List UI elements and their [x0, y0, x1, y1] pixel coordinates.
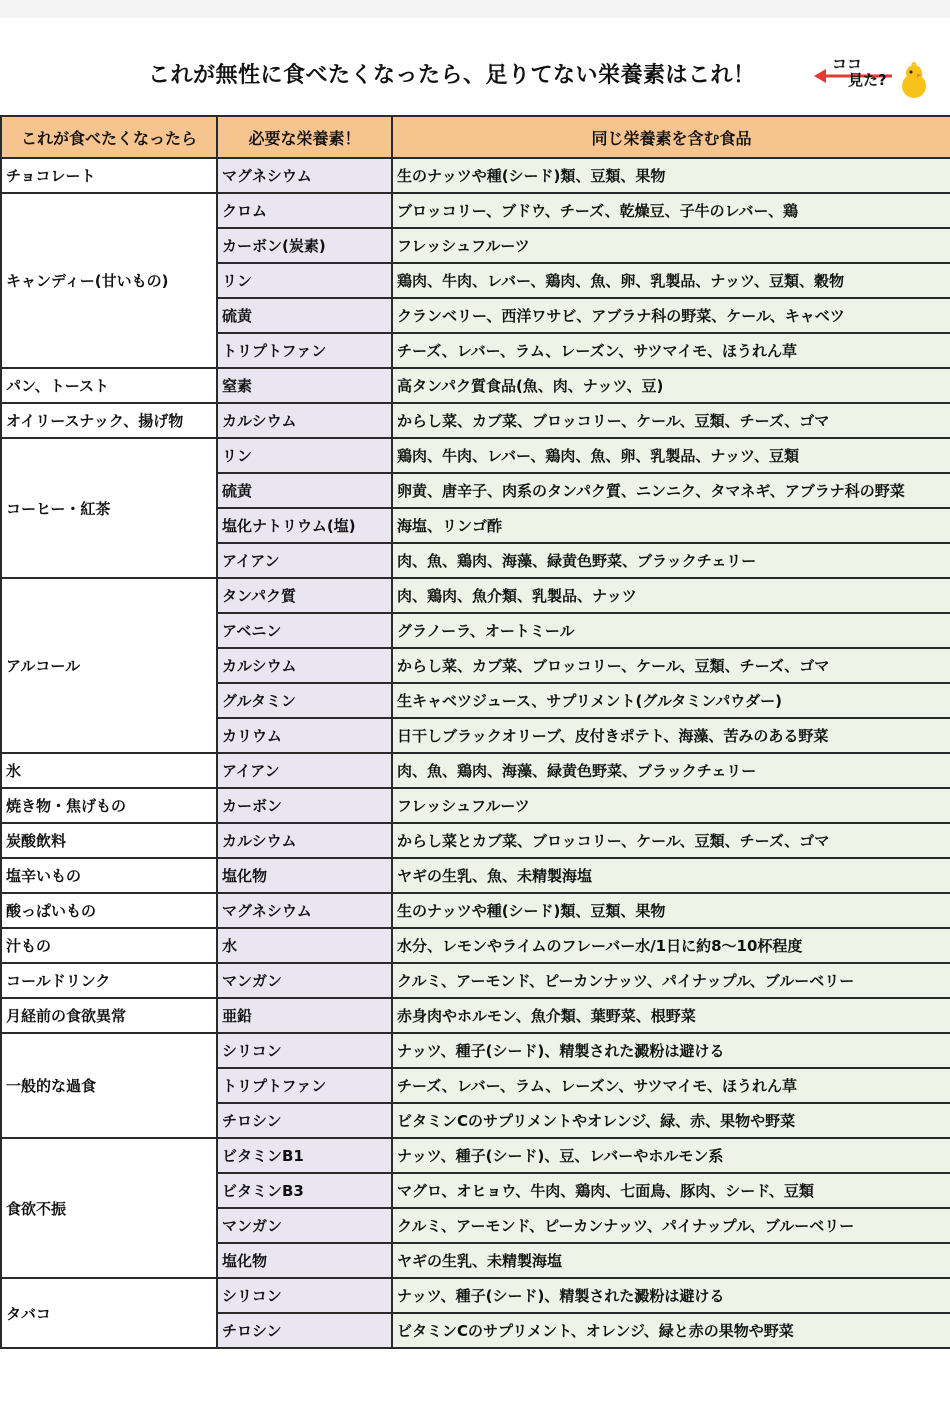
nutrient-cell: 亜鉛: [217, 998, 392, 1033]
foods-cell: ヤギの生乳、未精製海塩: [392, 1243, 950, 1278]
nutrient-cell: 硫黄: [217, 473, 392, 508]
table-row: [1, 753, 950, 788]
table-row: [1, 998, 950, 1033]
table-row: [1, 403, 950, 438]
craving-cell: タバコ: [1, 1278, 217, 1348]
foods-cell: フレッシュフルーツ: [392, 228, 950, 263]
nutrient-cell: チロシン: [217, 1313, 392, 1348]
table-row: [1, 858, 950, 893]
chick-icon: [898, 62, 930, 100]
craving-cell: 炭酸飲料: [1, 823, 217, 858]
craving-cell: 酸っぱいもの: [1, 893, 217, 928]
foods-cell: 生のナッツや種(シード)類、豆類、果物: [392, 893, 950, 928]
nutrient-cell: シリコン: [217, 1278, 392, 1313]
foods-cell: ナッツ、種子(シード)、豆、レバーやホルモン系: [392, 1138, 950, 1173]
nutrient-cell: シリコン: [217, 1033, 392, 1068]
nutrient-cell: アイアン: [217, 753, 392, 788]
nutrient-cell: 硫黄: [217, 298, 392, 333]
table-row: [1, 368, 950, 403]
craving-cell: コールドリンク: [1, 963, 217, 998]
nutrient-cell: マグネシウム: [217, 158, 392, 193]
foods-cell: からし菜とカブ菜、ブロッコリー、ケール、豆類、チーズ、ゴマ: [392, 823, 950, 858]
foods-cell: 日干しブラックオリーブ、皮付きポテト、海藻、苦みのある野菜: [392, 718, 950, 753]
nutrient-cell: ビタミンB1: [217, 1138, 392, 1173]
table-row: [1, 1033, 950, 1068]
nutrient-cell: アイアン: [217, 543, 392, 578]
nutrient-cell: 塩化ナトリウム(塩): [217, 508, 392, 543]
table-row: [1, 1138, 950, 1173]
header-craving: これが食べたくなったら: [1, 116, 217, 158]
craving-cell: 汁もの: [1, 928, 217, 963]
header-row: [1, 116, 950, 158]
nutrient-cell: カリウム: [217, 718, 392, 753]
nutrient-cell: カルシウム: [217, 823, 392, 858]
nutrient-cell: カルシウム: [217, 403, 392, 438]
craving-cell: コーヒー・紅茶: [1, 438, 217, 578]
foods-cell: からし菜、カブ菜、ブロッコリー、ケール、豆類、チーズ、ゴマ: [392, 403, 950, 438]
foods-cell: ブロッコリー、ブドウ、チーズ、乾燥豆、子牛のレバー、鶏: [392, 193, 950, 228]
foods-cell: 高タンパク質食品(魚、肉、ナッツ、豆): [392, 368, 950, 403]
table-row: [1, 158, 950, 193]
table-row: [1, 823, 950, 858]
foods-cell: クルミ、アーモンド、ピーカンナッツ、パイナップル、ブルーベリー: [392, 1208, 950, 1243]
nutrient-cell: グルタミン: [217, 683, 392, 718]
nutrient-table: [0, 115, 950, 1349]
nutrient-cell: カルシウム: [217, 648, 392, 683]
foods-cell: 肉、鶏肉、魚介類、乳製品、ナッツ: [392, 578, 950, 613]
foods-cell: 鶏肉、牛肉、レバー、鶏肉、魚、卵、乳製品、ナッツ、豆類、穀物: [392, 263, 950, 298]
foods-cell: フレッシュフルーツ: [392, 788, 950, 823]
nutrient-cell: マンガン: [217, 1208, 392, 1243]
foods-cell: グラノーラ、オートミール: [392, 613, 950, 648]
craving-cell: オイリースナック、揚げ物: [1, 403, 217, 438]
nutrient-cell: 塩化物: [217, 1243, 392, 1278]
nutrient-cell: カーボン(炭素): [217, 228, 392, 263]
nutrient-cell: タンパク質: [217, 578, 392, 613]
nutrient-cell: 窒素: [217, 368, 392, 403]
foods-cell: 生キャベツジュース、サプリメント(グルタミンパウダー): [392, 683, 950, 718]
foods-cell: 肉、魚、鶏肉、海藻、緑黄色野菜、ブラックチェリー: [392, 543, 950, 578]
header-foods: 同じ栄養素を含む食品: [392, 116, 950, 158]
craving-cell: 焼き物・焦げもの: [1, 788, 217, 823]
foods-cell: 水分、レモンやライムのフレーバー水/1日に約8～10杯程度: [392, 928, 950, 963]
foods-cell: チーズ、レバー、ラム、レーズン、サツマイモ、ほうれん草: [392, 1068, 950, 1103]
foods-cell: ビタミンCのサプリメント、オレンジ、緑と赤の果物や野菜: [392, 1313, 950, 1348]
foods-cell: マグロ、オヒョウ、牛肉、鶏肉、七面鳥、豚肉、シード、豆類: [392, 1173, 950, 1208]
table-row: [1, 893, 950, 928]
nutrient-cell: 水: [217, 928, 392, 963]
craving-cell: 一般的な過食: [1, 1033, 217, 1138]
foods-cell: クルミ、アーモンド、ピーカンナッツ、パイナップル、ブルーベリー: [392, 963, 950, 998]
craving-cell: 塩辛いもの: [1, 858, 217, 893]
craving-cell: パン、トースト: [1, 368, 217, 403]
nutrient-cell: ビタミンB3: [217, 1173, 392, 1208]
table-row: [1, 928, 950, 963]
craving-cell: キャンディー(甘いもの): [1, 193, 217, 368]
foods-cell: クランベリー、西洋ワサビ、アブラナ科の野菜、ケール、キャベツ: [392, 298, 950, 333]
foods-cell: 海塩、リンゴ酢: [392, 508, 950, 543]
craving-cell: アルコール: [1, 578, 217, 753]
craving-cell: 食欲不振: [1, 1138, 217, 1278]
nutrient-cell: アベニン: [217, 613, 392, 648]
foods-cell: からし菜、カブ菜、ブロッコリー、ケール、豆類、チーズ、ゴマ: [392, 648, 950, 683]
foods-cell: 生のナッツや種(シード)類、豆類、果物: [392, 158, 950, 193]
table-row: [1, 438, 950, 473]
nutrient-cell: マグネシウム: [217, 893, 392, 928]
foods-cell: ビタミンCのサプリメントやオレンジ、緑、赤、果物や野菜: [392, 1103, 950, 1138]
foods-cell: 赤身肉やホルモン、魚介類、葉野菜、根野菜: [392, 998, 950, 1033]
nutrient-cell: クロム: [217, 193, 392, 228]
nutrient-cell: マンガン: [217, 963, 392, 998]
foods-cell: 鶏肉、牛肉、レバー、鶏肉、魚、卵、乳製品、ナッツ、豆類: [392, 438, 950, 473]
badge-line2: 見た?: [848, 71, 887, 89]
table-row: [1, 1278, 950, 1313]
foods-cell: チーズ、レバー、ラム、レーズン、サツマイモ、ほうれん草: [392, 333, 950, 368]
badge-text: [832, 56, 887, 88]
table-row: [1, 193, 950, 228]
nutrient-cell: チロシン: [217, 1103, 392, 1138]
foods-cell: ナッツ、種子(シード)、精製された澱粉は避ける: [392, 1278, 950, 1313]
craving-cell: 氷: [1, 753, 217, 788]
top-band: [0, 0, 950, 18]
foods-cell: ヤギの生乳、魚、未精製海塩: [392, 858, 950, 893]
craving-cell: 月経前の食欲異常: [1, 998, 217, 1033]
foods-cell: 肉、魚、鶏肉、海藻、緑黄色野菜、ブラックチェリー: [392, 753, 950, 788]
foods-cell: 卵黄、唐辛子、肉系のタンパク質、ニンニク、タマネギ、アブラナ科の野菜: [392, 473, 950, 508]
table-row: [1, 963, 950, 998]
header-nutrient: 必要な栄養素！: [217, 116, 392, 158]
foods-cell: ナッツ、種子(シード)、精製された澱粉は避ける: [392, 1033, 950, 1068]
craving-cell: チョコレート: [1, 158, 217, 193]
badge-line1: ココ: [832, 55, 863, 73]
table-row: [1, 578, 950, 613]
table-row: [1, 788, 950, 823]
nutrient-cell: 塩化物: [217, 858, 392, 893]
nutrient-cell: トリプトファン: [217, 1068, 392, 1103]
nutrient-cell: カーボン: [217, 788, 392, 823]
nutrient-cell: トリプトファン: [217, 333, 392, 368]
page-title: これが無性に食べたくなったら、足りてない栄養素はこれ！: [148, 63, 756, 88]
nutrient-cell: リン: [217, 438, 392, 473]
nutrient-cell: リン: [217, 263, 392, 298]
